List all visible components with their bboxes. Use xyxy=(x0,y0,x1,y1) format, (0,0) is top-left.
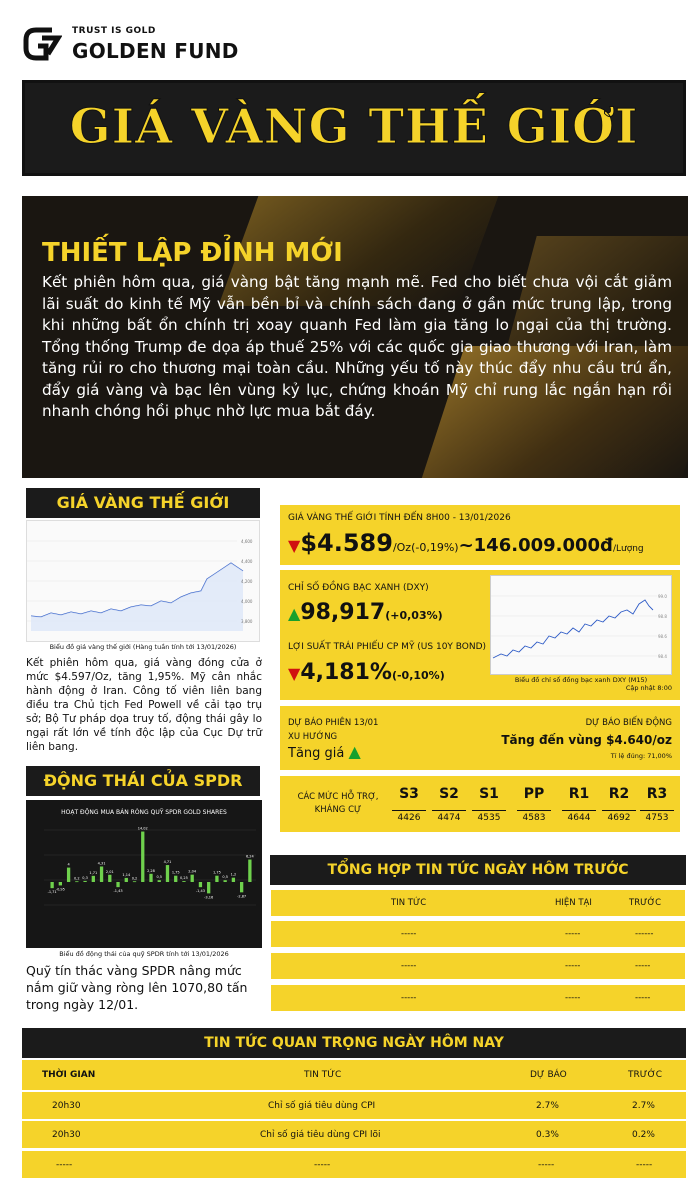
spdr-bar xyxy=(50,882,53,888)
levels-panel xyxy=(280,776,680,832)
forecast-session-block xyxy=(288,716,378,744)
today-news-header-row: THỜI GIAN TIN TỨC DỰ BÁO TRƯỚC xyxy=(22,1060,686,1090)
table-row: ----- ----- ----- ----- xyxy=(22,1151,686,1178)
spdr-bar xyxy=(83,881,86,882)
gold-usd: $4.589 xyxy=(300,529,393,557)
bond-value: 4,181% xyxy=(300,660,392,685)
table-row: 20h30 Chỉ số giá tiêu dùng CPI lõi 0.3% 0.2% xyxy=(22,1121,686,1148)
spdr-bar-label: -2,87 xyxy=(237,894,247,899)
gold-vnd-unit: /Lượng xyxy=(612,544,644,554)
bond-label: LỢI SUẤT TRÁI PHIẾU CP MỸ (US 10Y BOND) xyxy=(288,642,487,652)
spdr-bar xyxy=(174,876,177,882)
hero-heading: THIẾT LẬP ĐỈNH MỚI xyxy=(42,238,343,268)
dxy-updated: Cập nhật 8:00 xyxy=(625,684,672,692)
spdr-bar xyxy=(92,876,95,882)
spdr-bar-label: -3,16 xyxy=(204,895,214,900)
spdr-heading: ĐỘNG THÁI CỦA SPDR xyxy=(26,766,260,796)
spdr-bar xyxy=(116,882,119,887)
dxy-chart xyxy=(490,575,672,675)
spdr-bar xyxy=(100,866,103,882)
spdr-summary-text: Quỹ tín thác vàng SPDR nâng mức nắm giữ vàng ròng lên 1070,80 tấn trong ngày 12/01. xyxy=(26,963,248,1012)
dxy-value: 98,917 xyxy=(300,600,386,625)
spdr-bar-label: 1,2 xyxy=(230,872,237,877)
up-triangle-icon: ▲ xyxy=(288,604,301,623)
accuracy-rate: Tỉ lệ đúng: 71,00% xyxy=(610,752,672,760)
levels-label: CÁC MỨC HỖ TRỢ, KHÁNG CỰ xyxy=(297,792,379,815)
gold-price-heading: GIÁ VÀNG THẾ GIỚI xyxy=(26,488,260,518)
page-title: GIÁ VÀNG THẾ GIỚI xyxy=(69,99,639,155)
trend-value-row xyxy=(288,742,361,761)
svg-text:4,400: 4,400 xyxy=(241,559,253,564)
spdr-bar-label: 1,75 xyxy=(171,870,180,875)
level-r3: R3 4753 xyxy=(640,786,674,823)
spdr-bar-label: -1,71 xyxy=(47,890,57,895)
gold-summary-text: Kết phiên hôm qua, giá vàng đóng cửa ở mức $4.597/Oz, tăng 1,95%. Mỹ cân nhắc hành động ở Iran. Công tố viên liên bang điều tra Chủ tịch Fed Powell về cải tạo trụ sở; Bộ Tư pháp dọa truy tố, động thái gây lo ngại rất lớn về tính độc lập của Cục Dự trữ liên bang. xyxy=(26,657,262,753)
prev-news-header-row: TIN TỨC HIỆN TẠI TRƯỚC xyxy=(270,889,686,917)
gold-vnd: ~146.009.000đ xyxy=(458,535,613,556)
spdr-bar xyxy=(215,876,218,882)
svg-text:4,000: 4,000 xyxy=(241,599,253,604)
gold-chart-caption: Biểu đồ giá vàng thế giới (Hàng tuần tính tới 13/01/2026) xyxy=(49,643,237,651)
spdr-bar xyxy=(158,880,161,882)
spdr-bar-label: 14,02 xyxy=(137,826,148,831)
volatility-label: DỰ BÁO BIẾN ĐỘNG xyxy=(585,718,672,728)
trend-value: Tăng giá xyxy=(288,746,345,761)
spdr-bar xyxy=(224,880,227,882)
up-triangle-icon: ▲ xyxy=(348,742,361,761)
spdr-bar-label: 1,75 xyxy=(213,870,221,875)
dxy-value-row xyxy=(288,600,443,625)
spdr-bar-label: 0,5 xyxy=(156,875,163,880)
level-r2: R2 4692 xyxy=(602,786,636,823)
spdr-bar-label: 2,01 xyxy=(105,869,114,874)
dxy-change: (+0,03%) xyxy=(385,609,443,622)
svg-text:98.4: 98.4 xyxy=(658,654,667,659)
spdr-chart xyxy=(26,800,262,948)
level-s3: S3 4426 xyxy=(392,786,426,823)
spdr-bar xyxy=(141,832,144,882)
spdr-bar xyxy=(199,882,202,887)
golden-fund-logo-icon xyxy=(22,24,62,64)
hero-body: Kết phiên hôm qua, giá vàng bật tăng mạnh mẽ. Fed cho biết chưa vội cắt giảm lãi suất do kinh tế Mỹ vẫn bền bỉ và chính sách đang ở gần mức trung lập, trong khi những bất ổn chính trị xoay quanh Fed làm gia tăng lo ngại của thị trường. Tổng thống Trump đe dọa áp thuế 25% với các quốc gia giao thương với Iran, làm tăng rủi ro cho thương mại toàn cầu. Những yếu tố này thúc đẩy nhu cầu trú ẩn, đẩy giá vàng và bạc lên vùng kỷ lục, chứng khoán Mỹ chỉ rung lắc ngắn hạn rồi nhanh chóng hồi phục nhờ lực mua bắt đáy. xyxy=(42,273,672,420)
spdr-bar xyxy=(75,881,78,882)
spdr-bar xyxy=(133,881,136,882)
level-s2: S2 4474 xyxy=(432,786,466,823)
today-news-heading: TIN TỨC QUAN TRỌNG NGÀY HÔM NAY xyxy=(22,1028,686,1058)
forecast-session-label: DỰ BÁO PHIÊN 13/01 xyxy=(288,718,379,728)
spdr-bar-label: -0,95 xyxy=(55,887,65,892)
prev-news-heading: TỔNG HỢP TIN TỨC NGÀY HÔM TRƯỚC xyxy=(270,855,686,885)
spdr-bar-label: 1,71 xyxy=(89,870,98,875)
svg-text:98.6: 98.6 xyxy=(658,634,667,639)
forecast-panel xyxy=(280,706,680,770)
spdr-bar-label: 0,2 xyxy=(74,876,80,881)
spdr-bar-label: 0,2 xyxy=(131,876,138,881)
brand-tagline: TRUST IS GOLD xyxy=(72,26,156,36)
spdr-bar-label: 6,24 xyxy=(245,854,254,859)
table-row: ----- ----- ----- xyxy=(270,952,686,980)
spdr-bar-label: 2,04 xyxy=(188,869,197,874)
spdr-bar-label: 0,25 xyxy=(180,876,188,881)
spdr-chart-title: HOẠT ĐỘNG MUA BÁN RÒNG QUỸ SPDR GOLD SHARES xyxy=(61,809,227,816)
spdr-bar xyxy=(182,881,185,882)
title-banner xyxy=(22,80,686,176)
spdr-bar xyxy=(59,882,62,885)
svg-text:98.8: 98.8 xyxy=(658,614,667,619)
spdr-bar xyxy=(207,882,210,893)
spdr-bar-label: 0,3 xyxy=(82,875,88,880)
svg-text:99.0: 99.0 xyxy=(658,594,667,599)
level-pp: PP 4583 xyxy=(517,786,551,823)
dxy-label: CHỈ SỐ ĐỒNG BẠC XANH (DXY) xyxy=(288,583,429,593)
spdr-bar-label: 2,28 xyxy=(147,868,155,873)
spdr-bar xyxy=(108,875,111,882)
spdr-bar xyxy=(149,874,152,882)
spdr-bar xyxy=(240,882,243,892)
svg-text:3,800: 3,800 xyxy=(241,619,253,624)
spdr-chart-caption: Biểu đồ động thái của quỹ SPDR tính tới 13/01/2026 xyxy=(59,950,229,958)
spdr-bar xyxy=(67,868,70,882)
spdr-bar xyxy=(125,878,128,882)
spdr-bar xyxy=(232,878,235,882)
brand-logo xyxy=(22,22,282,66)
spdr-bar xyxy=(248,860,251,882)
level-r1: R1 4644 xyxy=(562,786,596,823)
spdr-bar-label: -1,43 xyxy=(113,889,123,894)
dxy-chart-caption: Biểu đồ chỉ số đồng bạc xanh DXY (M15) xyxy=(514,676,648,684)
gold-price-label: GIÁ VÀNG THẾ GIỚI TÍNH ĐẾN 8H00 - 13/01/2026 xyxy=(288,513,511,523)
table-row: ----- ----- ----- xyxy=(270,984,686,1012)
level-s1: S1 4535 xyxy=(472,786,506,823)
spdr-bar-label: -1,43 xyxy=(195,889,205,894)
table-row: 20h30 Chỉ số giá tiêu dùng CPI 2.7% 2.7% xyxy=(22,1092,686,1119)
bond-value-row xyxy=(288,660,445,685)
svg-text:4,600: 4,600 xyxy=(241,539,253,544)
svg-text:4,200: 4,200 xyxy=(241,579,253,584)
trend-label: XU HƯỚNG xyxy=(288,732,338,742)
table-row: ----- ----- ------ xyxy=(270,920,686,948)
spdr-bar-label: 4 xyxy=(67,862,70,867)
gold-price-value xyxy=(288,529,644,557)
gold-change: (-0,19%) xyxy=(411,541,459,554)
gold-unit: /Oz xyxy=(392,541,412,554)
spdr-bar xyxy=(191,875,194,882)
bond-change: (-0,10%) xyxy=(391,669,445,682)
dxy-panel xyxy=(280,570,680,700)
hero-section xyxy=(22,196,688,478)
spdr-bar-label: 1,14 xyxy=(122,872,131,877)
volatility-value: Tăng đến vùng $4.640/oz xyxy=(501,733,672,747)
brand-name: GOLDEN FUND xyxy=(72,39,239,63)
spdr-bar-label: 4,31 xyxy=(97,861,106,866)
gold-price-panel xyxy=(280,505,680,565)
spdr-bar-label: 0,5 xyxy=(222,875,228,880)
gold-price-chart xyxy=(26,520,260,642)
spdr-bar xyxy=(166,865,169,882)
spdr-bar-label: 4,71 xyxy=(163,860,172,865)
down-triangle-icon: ▼ xyxy=(288,664,301,683)
down-triangle-icon: ▼ xyxy=(288,536,301,555)
